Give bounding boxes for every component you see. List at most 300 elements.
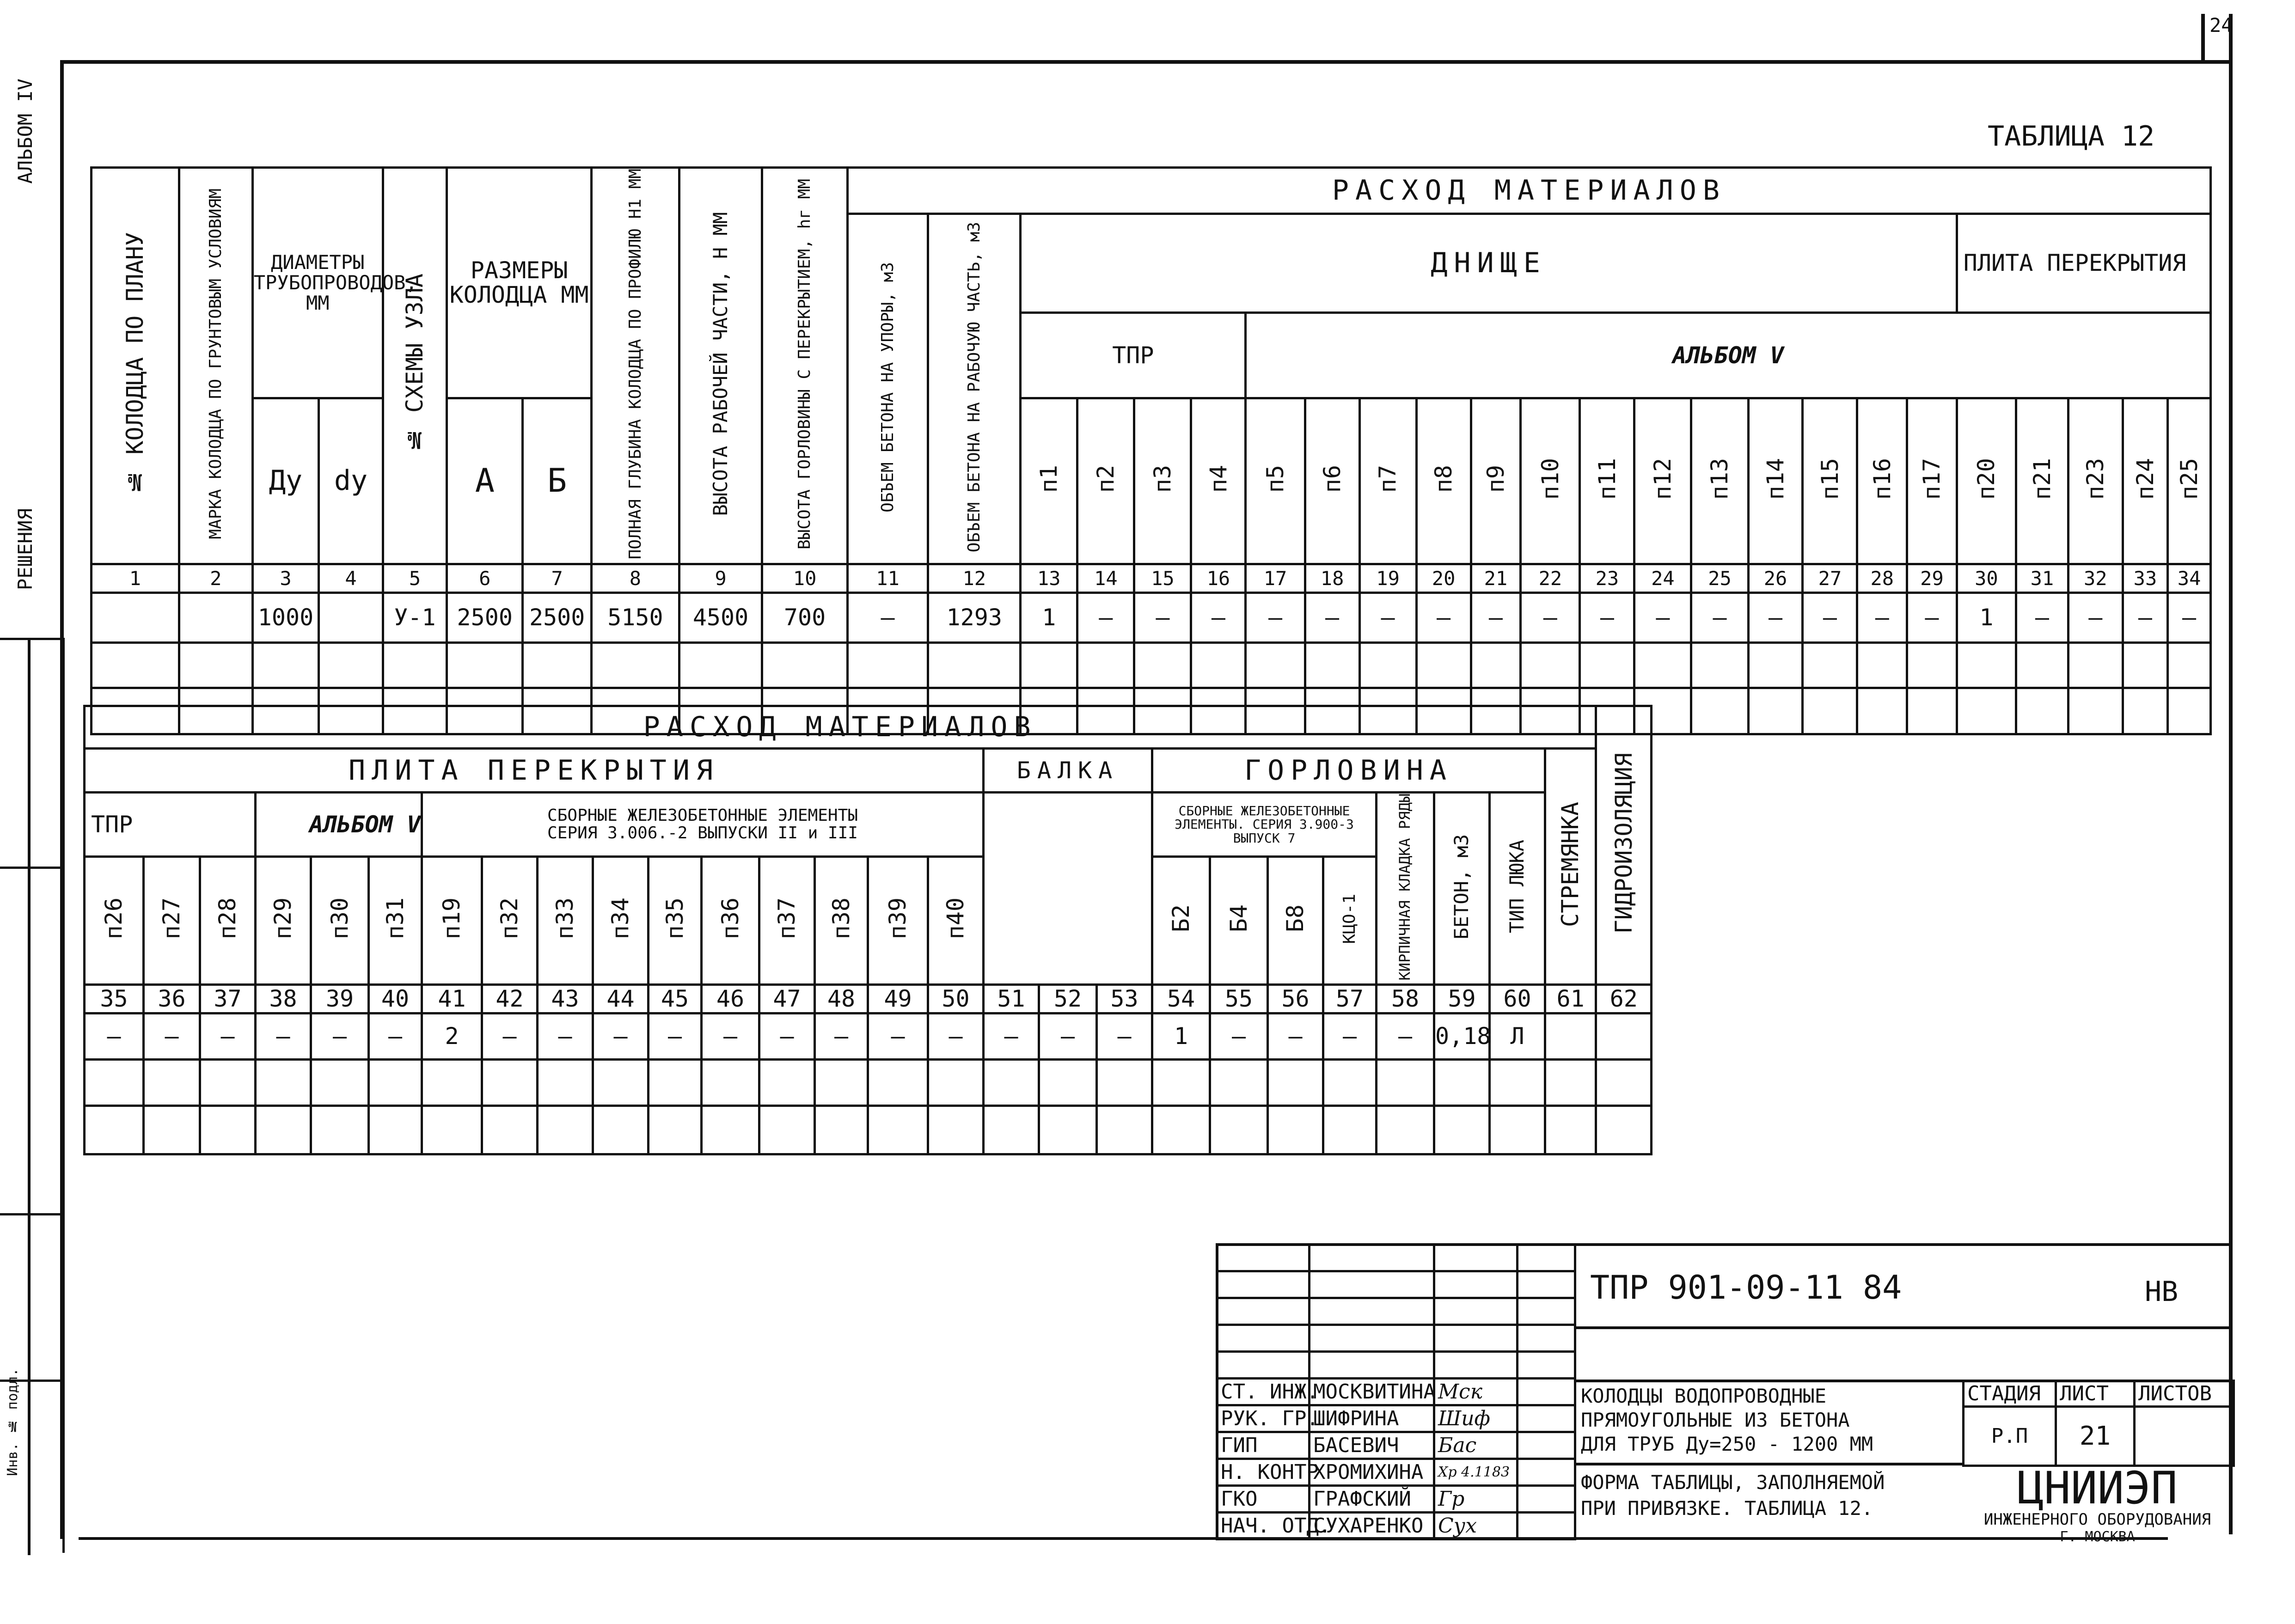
table-cell-empty: [1857, 643, 1907, 688]
column-number: 55: [1210, 985, 1268, 1013]
hdr2-consumption: РАСХОД МАТЕРИАЛОВ: [85, 706, 1596, 749]
column-number: 35: [85, 985, 144, 1013]
table-cell: [1545, 1013, 1596, 1060]
table-cell: —: [1857, 593, 1907, 643]
column-number: 4: [319, 564, 383, 593]
table-cell-empty: [256, 1060, 311, 1106]
panel-col: п21: [2016, 398, 2069, 564]
table-cell: —: [847, 593, 928, 643]
materials-table-1: [90, 166, 2212, 735]
table-cell-empty: [422, 1060, 482, 1106]
table-cell-empty: [1305, 643, 1359, 688]
table-cell-empty: [200, 1106, 256, 1154]
table-cell-empty: [649, 1106, 702, 1154]
panel-col: п33: [538, 856, 593, 984]
panel-col: п6: [1305, 398, 1359, 564]
table-cell: 1: [1021, 593, 1077, 643]
table-cell-empty: [1748, 643, 1803, 688]
table-cell-empty: [1634, 643, 1691, 688]
table-cell-empty: [1377, 1060, 1434, 1106]
table-cell-empty: [1152, 1060, 1210, 1106]
name-cell: МОСКВИТИНА: [1310, 1379, 1434, 1405]
signature: Шиф: [1434, 1405, 1518, 1432]
stage-header: СТАДИЯ: [1964, 1381, 2056, 1407]
table-cell-empty: [1268, 1060, 1323, 1106]
panel-col: п20: [1957, 398, 2016, 564]
table-cell: —: [482, 1013, 538, 1060]
column-number: 51: [984, 985, 1039, 1013]
table-cell-empty: [984, 1060, 1039, 1106]
table-cell-empty: [1545, 1060, 1596, 1106]
panel-col: п32: [482, 856, 538, 984]
table-cell-empty: [369, 1060, 422, 1106]
column-number: 24: [1634, 564, 1691, 593]
name-cell: ХРОМИХИНА: [1310, 1459, 1434, 1486]
table-cell: 700: [762, 593, 848, 643]
column-number: 41: [422, 985, 482, 1013]
panel-col: п30: [311, 856, 369, 984]
signature: Мск: [1434, 1379, 1518, 1405]
column-number: 49: [868, 985, 928, 1013]
table-cell: 5150: [592, 593, 679, 643]
hdr-mark: МАРКА КОЛОДЦА ПО ГРУНТОВЫМ УСЛОВИЯМ: [179, 168, 252, 564]
column-number: 36: [144, 985, 200, 1013]
column-number: 20: [1416, 564, 1471, 593]
table-cell-empty: [928, 1106, 984, 1154]
table-cell: —: [2016, 593, 2069, 643]
table-cell-empty: [319, 643, 383, 688]
table-cell-empty: [523, 643, 592, 688]
table-title: ТАБЛИЦА 12: [1988, 120, 2155, 153]
table-cell-empty: [1521, 643, 1580, 688]
panel-col: п10: [1521, 398, 1580, 564]
hdr-node-scheme: № СХЕМЫ УЗЛА: [383, 168, 447, 564]
project-mark: НВ: [2145, 1276, 2179, 1308]
role-cell: Н. КОНТР: [1217, 1459, 1310, 1486]
column-number: 45: [649, 985, 702, 1013]
table-cell-empty: [2016, 688, 2069, 734]
panel-col: п23: [2068, 398, 2123, 564]
table-cell: —: [1377, 1013, 1434, 1060]
table-cell-empty: [179, 643, 252, 688]
name-cell: ГРАФСКИЙ: [1310, 1486, 1434, 1513]
table-cell: —: [1691, 593, 1748, 643]
panel-col: п14: [1748, 398, 1803, 564]
column-number: 60: [1490, 985, 1545, 1013]
hdr-dy: dу: [319, 398, 383, 564]
column-number: 39: [311, 985, 369, 1013]
table-cell-empty: [1021, 643, 1077, 688]
table-cell-empty: [984, 1106, 1039, 1154]
table-cell: 2500: [447, 593, 523, 643]
table-cell: 2: [422, 1013, 482, 1060]
table-cell-empty: [1323, 1060, 1377, 1106]
column-number: 6: [447, 564, 523, 593]
table-cell: [319, 593, 383, 643]
table-cell-empty: [200, 1060, 256, 1106]
table-cell: —: [2168, 593, 2211, 643]
signature: Сух: [1434, 1513, 1518, 1539]
table-cell-empty: [1210, 1106, 1268, 1154]
table-cell: —: [1471, 593, 1521, 643]
panel-col: п40: [928, 856, 984, 984]
panel-col: п12: [1634, 398, 1691, 564]
column-number: 37: [200, 985, 256, 1013]
table-cell-empty: [1097, 1106, 1152, 1154]
table-cell-empty: [1748, 688, 1803, 734]
table-cell: —: [759, 1013, 815, 1060]
panel-col: п15: [1803, 398, 1857, 564]
signature: Бас: [1434, 1432, 1518, 1459]
column-number: 56: [1268, 985, 1323, 1013]
role-cell: ГИП: [1217, 1432, 1310, 1459]
table-cell: 1: [1957, 593, 2016, 643]
stamp-description: ФОРМА ТАБЛИЦЫ, ЗАПОЛНЯЕМОЙ ПРИ ПРИВЯЗКЕ. ТАБЛИЦА 12.: [1581, 1471, 1885, 1520]
panel-col: п37: [759, 856, 815, 984]
hdr-diameters: ДИАМЕТРЫ ТРУБОПРОВОДОВ, ММ: [252, 168, 383, 398]
table-cell: —: [1803, 593, 1857, 643]
column-number: 21: [1471, 564, 1521, 593]
hdr2-beam-sub: [984, 793, 1152, 985]
column-number: 61: [1545, 985, 1596, 1013]
table-cell: 2500: [523, 593, 592, 643]
table-cell: —: [1097, 1013, 1152, 1060]
table-cell-empty: [928, 643, 1021, 688]
table-cell-empty: [1803, 643, 1857, 688]
column-number: 40: [369, 985, 422, 1013]
table-cell: 0,18: [1434, 1013, 1490, 1060]
hdr2-cover-slab: ПЛИТА ПЕРЕКРЫТИЯ: [85, 749, 984, 793]
column-number: 62: [1596, 985, 1652, 1013]
hdr-sizes: РАЗМЕРЫ КОЛОДЦА ММ: [447, 168, 592, 398]
side-decisions-label: РЕШЕНИЯ: [14, 508, 37, 591]
table-cell: —: [1580, 593, 1634, 643]
column-number: 22: [1521, 564, 1580, 593]
panel-col: п16: [1857, 398, 1907, 564]
column-number: 14: [1077, 564, 1134, 593]
table-cell-empty: [1077, 643, 1134, 688]
column-number: 57: [1323, 985, 1377, 1013]
table-cell-empty: [1907, 688, 1957, 734]
table-cell-empty: [1434, 1106, 1490, 1154]
table-cell: —: [538, 1013, 593, 1060]
table-cell: [179, 593, 252, 643]
table-cell-empty: [2123, 643, 2167, 688]
table-cell-empty: [482, 1060, 538, 1106]
table-cell: —: [200, 1013, 256, 1060]
panel-col: п4: [1191, 398, 1246, 564]
table-cell-empty: [538, 1106, 593, 1154]
table-cell-empty: [1323, 1106, 1377, 1154]
table-cell-empty: [85, 1060, 144, 1106]
org-subtitle: ИНЖЕНЕРНОГО ОБОРУДОВАНИЯ: [1983, 1510, 2211, 1529]
table-cell-empty: [1359, 643, 1416, 688]
sheet-corner-number: 24: [2209, 14, 2233, 37]
table-cell: —: [2068, 593, 2123, 643]
column-number: 5: [383, 564, 447, 593]
table-cell-empty: [815, 1060, 868, 1106]
hdr-size-a: А: [447, 398, 523, 564]
column-number: 3: [252, 564, 319, 593]
table-cell: —: [1416, 593, 1471, 643]
hdr2-insulation: ГИДРОИЗОЛЯЦИЯ: [1596, 706, 1652, 985]
side-album-label: АЛЬБОМ IV: [14, 79, 37, 184]
column-number: 16: [1191, 564, 1246, 593]
table-cell-empty: [762, 643, 848, 688]
table-cell-empty: [759, 1060, 815, 1106]
beam-col: Б8: [1268, 856, 1323, 984]
name-cell: БАСЕВИЧ: [1310, 1432, 1434, 1459]
table-cell-empty: [815, 1106, 868, 1154]
column-numbers-row: [92, 564, 2211, 593]
column-number: 38: [256, 985, 311, 1013]
column-number: 13: [1021, 564, 1077, 593]
table-cell: —: [1191, 593, 1246, 643]
panel-col: п29: [256, 856, 311, 984]
panel-col: п9: [1471, 398, 1521, 564]
panel-col: п36: [702, 856, 759, 984]
table-cell-empty: [2123, 688, 2167, 734]
name-cell: СУХАРЕНКО: [1310, 1513, 1434, 1539]
column-number: 10: [762, 564, 848, 593]
column-number: 53: [1097, 985, 1152, 1013]
table-cell-empty: [1471, 643, 1521, 688]
table-cell-empty: [1907, 643, 1957, 688]
hdr-cover-slab: ПЛИТА ПЕРЕКРЫТИЯ: [1957, 214, 2210, 313]
table-cell: —: [593, 1013, 649, 1060]
table-cell: [92, 593, 179, 643]
table-cell: —: [1634, 593, 1691, 643]
column-number: 42: [482, 985, 538, 1013]
table-cell: —: [1359, 593, 1416, 643]
hdr-bottom: ДНИЩЕ: [1021, 214, 1957, 313]
column-number: 7: [523, 564, 592, 593]
table-cell-empty: [2016, 643, 2069, 688]
table-cell: —: [311, 1013, 369, 1060]
stamp-divider: [1574, 1463, 1962, 1465]
table-cell: —: [2123, 593, 2167, 643]
frame-top-line: [60, 60, 2233, 64]
column-number: 31: [2016, 564, 2069, 593]
table-cell-empty: [538, 1060, 593, 1106]
role-cell: РУК. ГР.: [1217, 1405, 1310, 1432]
table-cell: —: [1521, 593, 1580, 643]
table-cell-empty: [144, 1060, 200, 1106]
table-cell-empty: [1039, 1106, 1097, 1154]
table-cell: 4500: [679, 593, 762, 643]
table-cell-empty: [1268, 1106, 1323, 1154]
table-cell-empty: [928, 1060, 984, 1106]
stamp-divider: [1574, 1326, 2233, 1329]
hdr2-tpr: ТПР: [85, 793, 256, 857]
column-number: 9: [679, 564, 762, 593]
table-cell: —: [702, 1013, 759, 1060]
signature: Гр: [1434, 1486, 1518, 1513]
table-cell-empty: [383, 643, 447, 688]
column-number: 59: [1434, 985, 1490, 1013]
table-cell-empty: [592, 643, 679, 688]
hdr-Dy: Ду: [252, 398, 319, 564]
hdr2-neck-prefab: СБОРНЫЕ ЖЕЛЕЗОБЕТОННЫЕ ЭЛЕМЕНТЫ. СЕРИЯ 3.900-3 ВЫПУСК 7: [1152, 793, 1377, 857]
corner-tick: [2201, 14, 2205, 60]
hdr-full-depth: ПОЛНАЯ ГЛУБИНА КОЛОДЦА ПО ПРОФИЛЮ Н1 ММ: [592, 168, 679, 564]
table-row: [85, 1013, 1652, 1060]
table-cell: —: [256, 1013, 311, 1060]
table-cell-empty: [1434, 1060, 1490, 1106]
column-number: 29: [1907, 564, 1957, 593]
table-cell: —: [1907, 593, 1957, 643]
column-number: 50: [928, 985, 984, 1013]
hdr-size-b: Б: [523, 398, 592, 564]
column-number: 30: [1957, 564, 2016, 593]
table-cell-empty: [649, 1060, 702, 1106]
role-cell: СТ. ИНЖ.: [1217, 1379, 1310, 1405]
hdr2-beam: БАЛКА: [984, 749, 1152, 793]
materials-table-2: [83, 705, 1652, 1155]
table-cell-empty: [1134, 643, 1191, 688]
column-number: 33: [2123, 564, 2167, 593]
column-number: 25: [1691, 564, 1748, 593]
table-cell-empty: [847, 643, 928, 688]
table-cell-empty: [2068, 643, 2123, 688]
hdr-concrete-work: ОБЪЕМ БЕТОНА НА РАБОЧУЮ ЧАСТЬ, м3: [928, 214, 1021, 564]
table-cell-empty: [1596, 1106, 1652, 1154]
column-number: 23: [1580, 564, 1634, 593]
panel-col: п27: [144, 856, 200, 984]
table-cell-empty: [868, 1106, 928, 1154]
table-row: [92, 593, 2211, 643]
hdr2-brick: КИРПИЧНАЯ КЛАДКА РЯДЫ: [1377, 793, 1434, 985]
panel-col: п26: [85, 856, 144, 984]
table-cell-empty: [92, 643, 179, 688]
table-cell: Л: [1490, 1013, 1545, 1060]
sheets-header: ЛИСТОВ: [2135, 1381, 2234, 1407]
role-cell: НАЧ. ОТД.: [1217, 1513, 1310, 1539]
column-number: 15: [1134, 564, 1191, 593]
table-cell-empty: [447, 643, 523, 688]
name-cell: ШИФРИНА: [1310, 1405, 1434, 1432]
table-cell: —: [85, 1013, 144, 1060]
panel-col: п3: [1134, 398, 1191, 564]
title-block-grid: [1216, 1243, 1576, 1540]
panel-col: п28: [200, 856, 256, 984]
table-cell-empty: [1490, 1106, 1545, 1154]
table-cell-empty: [1691, 643, 1748, 688]
table-row-empty: [92, 643, 2211, 688]
table-cell-empty: [1545, 1106, 1596, 1154]
table-cell-empty: [144, 1106, 200, 1154]
project-code: ТПР 901-09-11 84: [1590, 1269, 1902, 1307]
hdr-consumption: РАСХОД МАТЕРИАЛОВ: [847, 168, 2210, 214]
panel-col: п11: [1580, 398, 1634, 564]
table-cell: 1000: [252, 593, 319, 643]
table-cell: —: [928, 1013, 984, 1060]
table-cell-empty: [593, 1106, 649, 1154]
panel-col: п13: [1691, 398, 1748, 564]
table-cell: У-1: [383, 593, 447, 643]
column-number: 26: [1748, 564, 1803, 593]
table-cell-empty: [2168, 688, 2211, 734]
column-number: 28: [1857, 564, 1907, 593]
hdr-album-v: АЛЬБОМ V: [1246, 313, 2211, 398]
stage-table: [1962, 1380, 2235, 1467]
table-cell-empty: [1039, 1060, 1097, 1106]
table-cell-empty: [1377, 1106, 1434, 1154]
table-cell: [1596, 1013, 1652, 1060]
panel-col: п31: [369, 856, 422, 984]
hdr-tpr: ТПР: [1021, 313, 1246, 398]
table-cell-empty: [1691, 688, 1748, 734]
beam-col: Б4: [1210, 856, 1268, 984]
table-cell: —: [649, 1013, 702, 1060]
table-cell-empty: [256, 1106, 311, 1154]
hdr-work-height: ВЫСОТА РАБОЧЕЙ ЧАСТИ, Н ММ: [679, 168, 762, 564]
column-number: 47: [759, 985, 815, 1013]
hdr2-album-v: АЛЬБОМ V: [256, 793, 422, 857]
table-cell: 1293: [928, 593, 1021, 643]
panel-col: п19: [422, 856, 482, 984]
table-cell: —: [1039, 1013, 1097, 1060]
signature: Хр 4.1183: [1434, 1459, 1518, 1486]
panel-col: п34: [593, 856, 649, 984]
hdr2-bracket: СТРЕМЯНКА: [1545, 749, 1596, 985]
table-cell-empty: [1210, 1060, 1268, 1106]
hdr-well-no: № КОЛОДЦА ПО ПЛАНУ: [92, 168, 179, 564]
column-number: 34: [2168, 564, 2211, 593]
table-cell-empty: [482, 1106, 538, 1154]
table-cell: —: [1748, 593, 1803, 643]
table-cell: —: [369, 1013, 422, 1060]
table-cell-empty: [702, 1060, 759, 1106]
table-row-empty: [85, 1060, 1652, 1106]
table-cell-empty: [868, 1060, 928, 1106]
table-cell-empty: [1803, 688, 1857, 734]
panel-col: п1: [1021, 398, 1077, 564]
org-name: ЦНИИЭП: [2017, 1462, 2178, 1514]
column-number: 2: [179, 564, 252, 593]
column-number: 58: [1377, 985, 1434, 1013]
table-cell-empty: [1416, 643, 1471, 688]
sheet-header: ЛИСТ: [2056, 1381, 2135, 1407]
table-cell-empty: [85, 1106, 144, 1154]
panel-col: п7: [1359, 398, 1416, 564]
column-number: 17: [1246, 564, 1305, 593]
panel-col: п25: [2168, 398, 2211, 564]
org-city: Г. МОСКВА: [2060, 1529, 2135, 1545]
panel-col: п35: [649, 856, 702, 984]
panel-col: п38: [815, 856, 868, 984]
column-number: 44: [593, 985, 649, 1013]
column-number: 8: [592, 564, 679, 593]
hdr2-neck: ГОРЛОВИНА: [1152, 749, 1545, 793]
column-number: 1: [92, 564, 179, 593]
column-numbers-row: [85, 985, 1652, 1013]
table-cell-empty: [759, 1106, 815, 1154]
beam-col: Б2: [1152, 856, 1210, 984]
table-cell-empty: [1097, 1060, 1152, 1106]
column-number: 52: [1039, 985, 1097, 1013]
hdr2-concrete: БЕТОН, м3: [1434, 793, 1490, 985]
table-cell-empty: [422, 1106, 482, 1154]
column-number: 27: [1803, 564, 1857, 593]
table-cell-empty: [679, 643, 762, 688]
table-cell-empty: [2068, 688, 2123, 734]
column-number: 11: [847, 564, 928, 593]
table-cell: —: [815, 1013, 868, 1060]
table-cell: —: [1210, 1013, 1268, 1060]
table-cell-empty: [1957, 688, 2016, 734]
column-number: 18: [1305, 564, 1359, 593]
